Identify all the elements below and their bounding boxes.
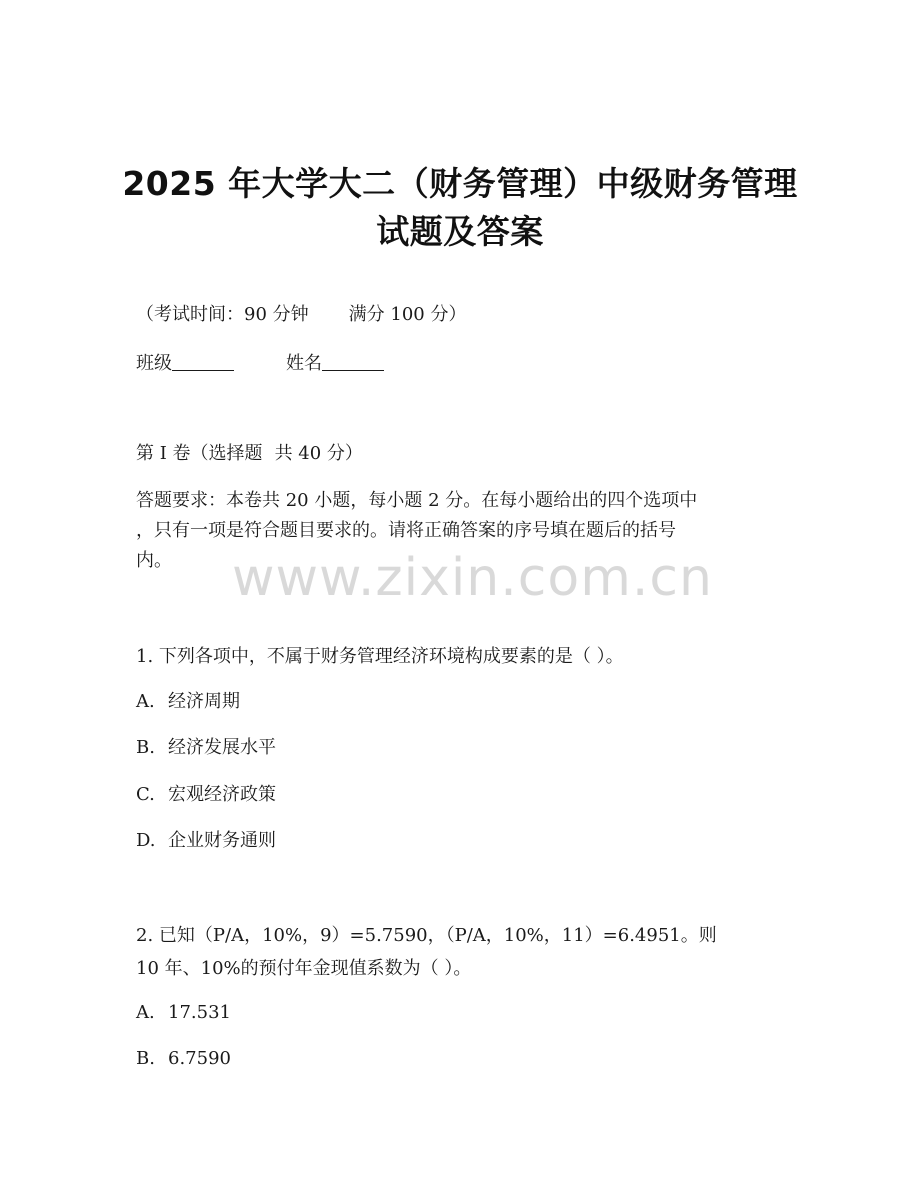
document-title-line-2: 试题及答案 xyxy=(376,212,544,251)
name-blank xyxy=(322,352,384,371)
exam-meta xyxy=(136,304,466,326)
class-label: 班级 xyxy=(136,353,172,374)
section-heading xyxy=(136,443,363,465)
exam-score: 满分 100 分） xyxy=(348,304,467,325)
question-2-option-b xyxy=(136,1048,231,1070)
instructions xyxy=(136,486,786,576)
option-letter: D. xyxy=(136,830,156,851)
option-text: 宏观经济政策 xyxy=(168,784,276,805)
question-1-option-c xyxy=(136,784,276,806)
question-2-stem-line-2: 10 年、10%的预付年金现值系数为（ ）。 xyxy=(136,958,472,979)
option-text: 经济周期 xyxy=(168,691,240,712)
student-info-row xyxy=(136,352,384,375)
document-title-line-1: 2025 年大学大二（财务管理）中级财务管理 xyxy=(122,164,798,203)
section-points: 共 40 分） xyxy=(274,443,363,464)
option-letter: B. xyxy=(136,737,155,758)
instructions-line-1: 答题要求：本卷共 20 小题，每小题 2 分。在每小题给出的四个选项中 xyxy=(136,490,698,511)
exam-time: （考试时间：90 分钟 xyxy=(136,304,309,325)
question-1-stem: 1. 下列各项中，不属于财务管理经济环境构成要素的是（ ）。 xyxy=(136,646,624,667)
watermark: www.zixin.com.cn xyxy=(232,548,713,608)
option-text: 17.531 xyxy=(168,1002,231,1023)
option-letter: A. xyxy=(136,691,155,712)
question-1-option-d xyxy=(136,830,276,852)
question-2-option-a xyxy=(136,1002,231,1024)
class-blank xyxy=(172,352,234,371)
option-text: 经济发展水平 xyxy=(168,737,276,758)
name-label: 姓名 xyxy=(286,353,322,374)
question-1-option-b xyxy=(136,737,276,759)
option-letter: A. xyxy=(136,1002,155,1023)
option-letter: B. xyxy=(136,1048,155,1069)
question-1-option-a xyxy=(136,691,240,713)
option-text: 6.7590 xyxy=(168,1048,231,1069)
question-2-stem-line-1: 2. 已知（P/A，10%，9）=5.7590，（P/A，10%，11）=6.4951。则 xyxy=(136,925,717,946)
option-text: 企业财务通则 xyxy=(168,830,276,851)
instructions-line-3: 内。 xyxy=(136,550,172,571)
instructions-line-2: ，只有一项是符合题目要求的。请将正确答案的序号填在题后的括号 xyxy=(136,520,676,541)
section-title: 第 I 卷（选择题 xyxy=(136,443,263,464)
option-letter: C. xyxy=(136,784,155,805)
